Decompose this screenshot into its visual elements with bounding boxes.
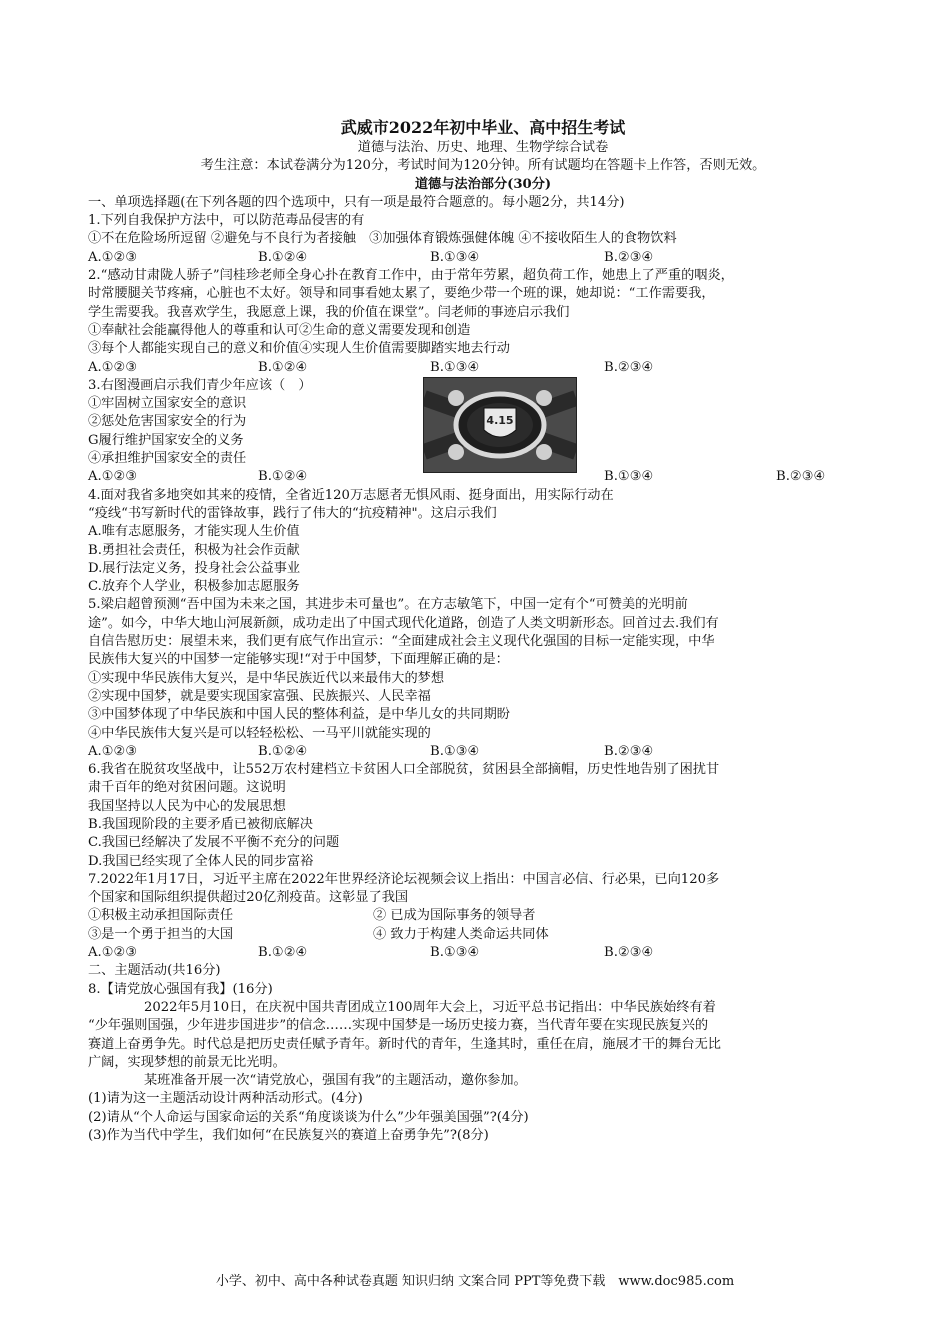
section-title: 道德与法治部分(30分) bbox=[414, 176, 552, 192]
q5-line: 民族伟大复兴的中国梦一定能够实现!“对于中国梦，下面理解正确的是： bbox=[88, 652, 509, 668]
option-b: B.①②④ bbox=[258, 469, 308, 485]
option-b: B.①②④ bbox=[258, 359, 308, 375]
option-b: B.①②④ bbox=[258, 945, 308, 961]
option-d: B.②③④ bbox=[604, 249, 654, 265]
q2-line: ③每个人都能实现自己的意义和价值④实现人生价值需要脚踏实地去行动 bbox=[88, 341, 510, 357]
q2-line: 学生需要我。我喜欢学生，我愿意上课，我的价值在课堂”。闫老师的事迹启示我们 bbox=[88, 304, 570, 320]
q7-options bbox=[88, 944, 878, 962]
q4-line: “疫线“书写新时代的雷锋故事，践行了伟大的“抗疫精神"。这启示我们 bbox=[88, 505, 497, 521]
q4-option: B.勇担社会责任，积极为社会作贡献 bbox=[88, 542, 300, 558]
option-c: B.①③④ bbox=[430, 359, 480, 375]
exam-title: 武威市2022年初中毕业、高中招生考试 bbox=[340, 118, 626, 137]
q6-line: 肃千百年的绝对贫困问题。这说明 bbox=[88, 780, 286, 796]
option-c: B.①③④ bbox=[430, 743, 480, 759]
option-d: B.②③④ bbox=[604, 359, 654, 375]
part2-heading: 二、主题活动(共16分) bbox=[88, 963, 221, 979]
option-a: A.①②③ bbox=[88, 469, 138, 485]
q7-item: ④ 致力于构建人类命运共同体 bbox=[373, 926, 549, 942]
q7-line: 个国家和国际组织提供超过20亿剂疫苗。这彰显了我国 bbox=[88, 890, 409, 906]
q7-item: ①积极主动承担国际责任 bbox=[88, 908, 234, 924]
option-d: B.②③④ bbox=[604, 945, 654, 961]
q1-stem: 1.下列自我保护方法中，可以防范毒品侵害的有 bbox=[88, 213, 365, 229]
q3-line: ②惩处危害国家安全的行为 bbox=[88, 414, 247, 430]
q6-line: 6.我省在脱贫攻坚战中，让552万农村建档立卡贫困人口全部脱贫，贫困县全部摘帽，历史性地告别了困扰甘 bbox=[88, 762, 720, 778]
footer: 小学、初中、高中各种试卷真题 知识归纳 文案合同 PPT等免费下载 www.doc985.com bbox=[215, 1274, 735, 1289]
q2-line: 2.“感动甘肃陇人骄子”闫桂珍老师全身心扑在教育工作中，由于常年劳累，超负荷工作，她患上了严重的咽炎， bbox=[88, 268, 734, 284]
q5-line: 途”。如今，中华大地山河展新颜，成功走出了中国式现代化道路，创造了人类文明新形态。回首过去.我们有 bbox=[88, 615, 719, 631]
option-c: B.①③④ bbox=[430, 945, 480, 961]
q8-subquestion: (3)作为当代中学生，我们如何“在民族复兴的赛道上奋勇争先”?(8分) bbox=[88, 1128, 489, 1144]
q4-option: D.展行法定义务，投身社会公益事业 bbox=[88, 560, 301, 576]
q2-line: ①奉献社会能赢得他人的尊重和认可②生命的意义需要发现和创造 bbox=[88, 322, 471, 338]
q6-option: C.我国已经解决了发展不平衡不充分的问题 bbox=[88, 835, 340, 851]
q7-items-row2 bbox=[88, 926, 878, 944]
option-a: A.①②③ bbox=[88, 359, 138, 375]
option-c: B.①③④ bbox=[430, 249, 480, 265]
q5-line: ④中华民族伟大复兴是可以轻轻松松、一马平川就能实现的 bbox=[88, 725, 431, 741]
q8-paragraph: 某班准备开展一次“请党放心，强国有我”的主题活动，邀你参加。 bbox=[144, 1073, 527, 1089]
q3-line: ④承担维护国家安全的责任 bbox=[88, 451, 247, 467]
q7-item: ② 已成为国际事务的领导者 bbox=[373, 908, 536, 924]
q8-subquestion: (1)请为这一主题活动设计两种活动形式。(4分) bbox=[88, 1091, 363, 1107]
option-a: A.①②③ bbox=[88, 743, 138, 759]
q3-line: G履行维护国家安全的义务 bbox=[88, 432, 244, 448]
q5-options bbox=[88, 743, 878, 761]
q8-subquestion: (2)请从“个人命运与国家命运的关系“角度谈谈为什么”少年强美国强”?(4分) bbox=[88, 1109, 529, 1125]
q6-option: D.我国已经实现了全体人民的同步富裕 bbox=[88, 853, 314, 869]
security-cartoon-image bbox=[423, 377, 577, 473]
exam-page bbox=[88, 117, 878, 1145]
q8-paragraph: 2022年5月10日，在庆祝中国共青团成立100周年大会上，习近平总书记指出：中华民族始终有着 bbox=[144, 999, 716, 1015]
q2-line: 时常腰腿关节疼痛，心脏也不太好。领导和同事看她太累了，要绝少带一个班的课，她却说：“工作需要我， bbox=[88, 286, 715, 302]
q8-paragraph: 广阔，实现梦想的前景无比光明。 bbox=[88, 1054, 286, 1070]
q5-line: ①实现中华民族伟大复兴，是中华民族近代以来最伟大的梦想 bbox=[88, 670, 445, 686]
q1-options bbox=[88, 249, 878, 267]
exam-subtitle: 道德与法治、历史、地理、生物学综合试卷 bbox=[357, 140, 609, 155]
q8-paragraph: “少年强则国强，少年进步国进步”的信念……实现中国梦是一场历史接力赛，当代青年要在实现民族复兴的 bbox=[88, 1018, 709, 1034]
q7-items-row1 bbox=[88, 907, 878, 925]
q8-paragraph: 赛道上奋勇争先。时代总是把历史责任赋予青年。新时代的青年，生逢其时，重任在肩，施展才干的舞台无比 bbox=[88, 1036, 721, 1052]
q4-option: C.放弃个人学业，积极参加志愿服务 bbox=[88, 579, 300, 595]
security-cartoon-svg bbox=[424, 378, 576, 472]
q4-line: 4.面对我省多地突如其来的疫情，全省近120万志愿者无惧风雨、挺身面出，用实际行动在 bbox=[88, 487, 614, 503]
q6-option: 我国坚持以人民为中心的发展思想 bbox=[88, 798, 286, 814]
q3-line: 3.右图漫画启示我们青少年应该（ ） bbox=[88, 377, 312, 393]
q5-line: 5.梁启超曾预测“吾中国为未来之国，其进步未可量也”。在方志敏笔下，中国一定有个“可赞美的光明前 bbox=[88, 597, 688, 613]
q6-option: B.我国现阶段的主要矛盾已被彻底解决 bbox=[88, 816, 313, 832]
q2-options bbox=[88, 359, 878, 377]
q3-line: ①牢固树立国家安全的意识 bbox=[88, 396, 247, 412]
q4-option: A.唯有志愿服务，才能实现人生价值 bbox=[88, 524, 300, 540]
q7-item: ③是一个勇于担当的大国 bbox=[88, 926, 234, 942]
part1-heading: 一、单项选择题(在下列各题的四个选项中，只有一项是最符合题意的。每小题2分，共14分) bbox=[88, 194, 625, 210]
q8-heading: 8.【请党放心强国有我】(16分) bbox=[88, 981, 273, 997]
q7-line: 7.2022年1月17日，习近平主席在2022年世界经济论坛视频会议上指出：中国言必信、行必果，已向120多 bbox=[88, 871, 720, 887]
option-a: A.①②③ bbox=[88, 945, 138, 961]
option-b: B.①②④ bbox=[258, 249, 308, 265]
option-a: A.①②③ bbox=[88, 249, 138, 265]
option-b: B.①②④ bbox=[258, 743, 308, 759]
q5-line: ③中国梦体现了中华民族和中国人民的整体利益，是中华儿女的共同期盼 bbox=[88, 707, 510, 723]
q5-line: ②实现中国梦，就是要实现国家富强、民族振兴、人民幸福 bbox=[88, 688, 431, 704]
exam-notice: 考生注意：本试卷满分为120分，考试时间为120分钟。所有试题均在答题卡上作答，否则无效。 bbox=[200, 158, 766, 174]
figure-label: 4.15 bbox=[486, 414, 514, 427]
option-d: B.②③④ bbox=[776, 469, 826, 485]
option-c: B.①③④ bbox=[604, 469, 654, 485]
q5-line: 自信告慰历史：展望未来，我们更有底气作出宣示：“全面建成社会主义现代化强国的目标一定能实现，中华 bbox=[88, 634, 715, 650]
option-d: B.②③④ bbox=[604, 743, 654, 759]
q1-items: ①不在危险场所逗留 ②避免与不良行为者接触 ③加强体育锻炼强健体魄 ④不接收陌生人的食物饮料 bbox=[88, 231, 677, 247]
